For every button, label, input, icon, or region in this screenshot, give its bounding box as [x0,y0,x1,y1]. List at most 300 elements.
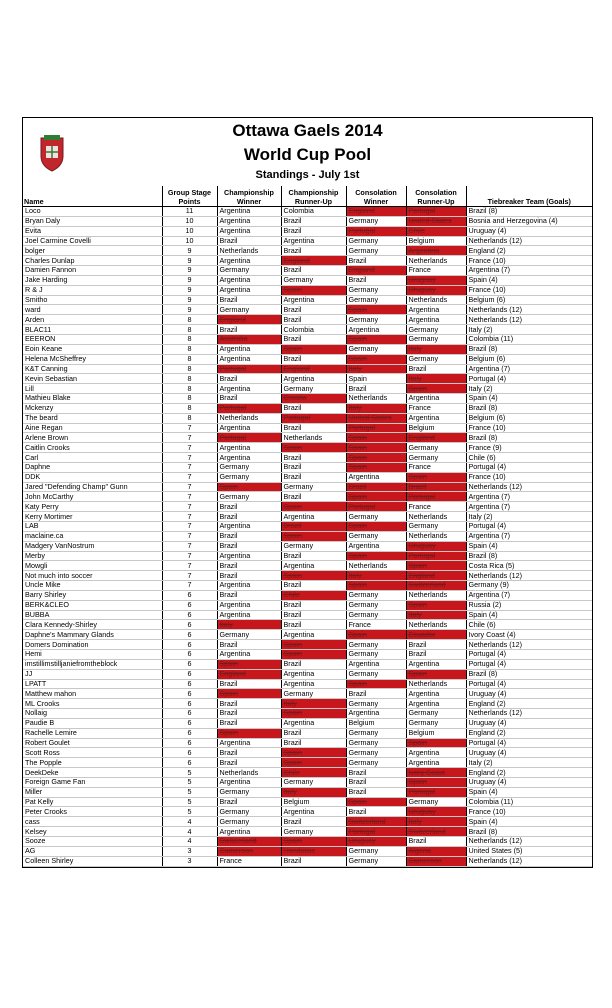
cell-consol-runnerup: Spain [406,777,466,787]
cell-champ-runnerup: Argentina [281,561,346,571]
cell-points: 6 [162,669,217,679]
table-row [23,207,592,217]
cell-points: 6 [162,758,217,768]
cell-consol-winner: Spain [346,797,406,807]
cell-name: Arden [23,315,162,325]
cell-name: DeekDeke [23,768,162,778]
table-row [23,295,592,305]
cell-name: Madgery VanNostrum [23,541,162,551]
cell-tiebreaker: Portugal (4) [466,522,592,532]
cell-name: Evita [23,226,162,236]
cell-points: 5 [162,768,217,778]
cell-consol-winner: Belgium [346,718,406,728]
cell-consol-winner: Brazil [346,384,406,394]
cell-tiebreaker: United States (5) [466,846,592,856]
cell-tiebreaker: Brazil (8) [466,827,592,837]
table-row [23,630,592,640]
cell-champ-winner: Spain [217,482,281,492]
cell-name: LAB [23,522,162,532]
table-row [23,659,592,669]
cell-points: 10 [162,226,217,236]
cell-tiebreaker: Netherlands (12) [466,709,592,719]
table-row [23,453,592,463]
cell-tiebreaker: Chile (6) [466,453,592,463]
cell-champ-runnerup: Brazil [281,610,346,620]
cell-points: 4 [162,827,217,837]
table-row [23,551,592,561]
cell-champ-runnerup: Brazil [281,472,346,482]
cell-champ-runnerup: Brazil [281,315,346,325]
cell-consol-runnerup: Brazil [406,837,466,847]
cell-consol-runnerup: Portugal [406,492,466,502]
cell-consol-runnerup: Spain [406,472,466,482]
cell-points: 10 [162,236,217,246]
cell-consol-winner: Germany [346,728,406,738]
cell-champ-winner: Brazil [217,758,281,768]
cell-champ-winner: Brazil [217,748,281,758]
cell-champ-runnerup: Brazil [281,551,346,561]
cell-tiebreaker: Portugal (4) [466,659,592,669]
cell-points: 6 [162,699,217,709]
cell-points: 6 [162,689,217,699]
cell-consol-winner: Germany [346,649,406,659]
cell-champ-winner: Brazil [217,512,281,522]
cell-points: 8 [162,413,217,423]
cell-champ-runnerup: Chile [281,590,346,600]
cell-consol-winner: England [346,266,406,276]
cell-points: 4 [162,817,217,827]
cell-name: R & J [23,285,162,295]
cell-consol-runnerup: Argentina [406,246,466,256]
cell-champ-runnerup: Belgium [281,797,346,807]
cell-tiebreaker: Portugal (4) [466,679,592,689]
table-row [23,797,592,807]
cell-points: 3 [162,856,217,866]
cell-name: Nollaig [23,709,162,719]
cell-tiebreaker: Netherlands (12) [466,837,592,847]
cell-consol-runnerup: Portugal [406,207,466,217]
col-header-consol-runnerup: Consolation Runner-Up [406,186,466,207]
cell-consol-winner: Germany [346,856,406,866]
cell-points: 9 [162,266,217,276]
cell-consol-runnerup: England [406,571,466,581]
table-row [23,216,592,226]
cell-consol-winner: Spain [346,433,406,443]
cell-champ-winner: Argentina [217,216,281,226]
cell-tiebreaker: Spain (4) [466,817,592,827]
sheet-header [23,118,592,186]
table-row [23,768,592,778]
cell-points: 8 [162,364,217,374]
cell-champ-runnerup: Argentina [281,512,346,522]
cell-points: 7 [162,482,217,492]
cell-name: Kevin Sebastian [23,374,162,384]
cell-tiebreaker: Germany (9) [466,581,592,591]
cell-champ-winner: Brazil [217,571,281,581]
cell-champ-winner: Argentina [217,423,281,433]
cell-tiebreaker: Brazil (8) [466,207,592,217]
cell-name: Eoin Keane [23,344,162,354]
cell-consol-runnerup: Switzerland [406,581,466,591]
cell-tiebreaker: Portugal (4) [466,649,592,659]
cell-consol-winner: Germany [346,748,406,758]
cell-points: 8 [162,354,217,364]
cell-consol-winner: Argentina [346,709,406,719]
cell-consol-runnerup: Spain [406,384,466,394]
cell-champ-winner: Argentina [217,551,281,561]
cell-champ-winner: Brazil [217,502,281,512]
cell-name: bolger [23,246,162,256]
cell-champ-winner: Germany [217,305,281,315]
col-header-points: Group Stage Points [162,186,217,207]
cell-tiebreaker: Argentina (7) [466,266,592,276]
cell-champ-winner: Brazil [217,531,281,541]
cell-tiebreaker: Russia (2) [466,600,592,610]
cell-consol-runnerup: France [406,266,466,276]
cell-consol-winner: Argentina [346,472,406,482]
cell-champ-runnerup: Spain [281,502,346,512]
table-row [23,315,592,325]
table-row [23,374,592,384]
cell-tiebreaker: Belgium (6) [466,295,592,305]
table-row [23,640,592,650]
table-row [23,817,592,827]
cell-champ-winner: Brazil [217,797,281,807]
cell-tiebreaker: France (10) [466,256,592,266]
cell-consol-winner: Portugal [346,827,406,837]
table-row [23,728,592,738]
table-row [23,334,592,344]
cell-champ-winner: Germany [217,462,281,472]
cell-champ-runnerup: Brazil [281,522,346,532]
cell-tiebreaker: Netherlands (12) [466,856,592,866]
cell-name: The Popple [23,758,162,768]
cell-champ-winner: Brazil [217,679,281,689]
cell-name: DDK [23,472,162,482]
cell-champ-winner: Brazil [217,561,281,571]
cell-consol-winner: Brazil [346,777,406,787]
cell-name: Mowgli [23,561,162,571]
cell-champ-runnerup: Chile [281,768,346,778]
cell-consol-winner: Germany [346,610,406,620]
cell-consol-runnerup: Uruguay [406,275,466,285]
cell-tiebreaker: France (10) [466,423,592,433]
cell-points: 6 [162,679,217,689]
table-row [23,600,592,610]
cell-champ-runnerup: Germany [281,777,346,787]
cell-name: imstillimstilljaniefromtheblock [23,659,162,669]
cell-points: 7 [162,453,217,463]
cell-tiebreaker: Italy (2) [466,384,592,394]
table-row [23,443,592,453]
cell-points: 9 [162,295,217,305]
cell-consol-winner: Germany [346,512,406,522]
cell-consol-winner: England [346,207,406,217]
table-row [23,846,592,856]
cell-consol-winner: Brazil [346,787,406,797]
cell-name: Jake Harding [23,275,162,285]
cell-consol-winner: Germany [346,315,406,325]
cell-champ-winner: Brazil [217,295,281,305]
cell-name: Paudie B [23,718,162,728]
cell-champ-winner: Brazil [217,709,281,719]
cell-consol-runnerup: Algeria [406,846,466,856]
cell-champ-winner: Argentina [217,649,281,659]
cell-consol-winner: Italy [346,403,406,413]
cell-name: K&T Canning [23,364,162,374]
standings-sheet [22,117,593,868]
cell-consol-runnerup: France [406,462,466,472]
cell-consol-runnerup: Spain [406,561,466,571]
cell-champ-winner: Argentina [217,827,281,837]
cell-consol-winner: Switzerland [346,817,406,827]
cell-name: Clara Kennedy-Shirley [23,620,162,630]
table-row [23,512,592,522]
cell-tiebreaker: Uruguay (4) [466,226,592,236]
cell-champ-runnerup: Brazil [281,423,346,433]
cell-champ-winner: Brazil [217,699,281,709]
cell-points: 7 [162,561,217,571]
cell-consol-runnerup: Argentina [406,748,466,758]
cell-points: 6 [162,738,217,748]
cell-consol-winner: Spain [346,492,406,502]
cell-consol-runnerup: Germany [406,334,466,344]
cell-points: 7 [162,492,217,502]
cell-consol-runnerup: Argentina [406,315,466,325]
cell-name: Not much into soccer [23,571,162,581]
cell-points: 6 [162,709,217,719]
cell-tiebreaker: Colombia (11) [466,797,592,807]
cell-champ-winner: Netherlands [217,413,281,423]
cell-name: EEERON [23,334,162,344]
cell-consol-runnerup: Germany [406,797,466,807]
cell-points: 6 [162,728,217,738]
cell-tiebreaker: France (9) [466,443,592,453]
cell-consol-runnerup: Ivory Coast [406,768,466,778]
cell-consol-runnerup: Netherlands [406,512,466,522]
cell-name: Loco [23,207,162,217]
cell-name: Uncle Mike [23,581,162,591]
cell-champ-winner: Argentina [217,443,281,453]
table-row [23,472,592,482]
cell-champ-runnerup: Germany [281,689,346,699]
cell-champ-winner: Brazil [217,640,281,650]
cell-consol-winner: Italy [346,571,406,581]
cell-consol-runnerup: Italy [406,817,466,827]
cell-consol-runnerup: Brazil [406,640,466,650]
cell-champ-winner: Brazil [217,590,281,600]
cell-points: 9 [162,256,217,266]
standings-table [23,186,592,867]
cell-champ-runnerup: Germany [281,827,346,837]
table-row [23,620,592,630]
cell-champ-winner: Spain [217,689,281,699]
cell-champ-winner: Portugal [217,364,281,374]
cell-points: 9 [162,275,217,285]
cell-champ-runnerup: Spain [281,837,346,847]
cell-tiebreaker: Netherlands (12) [466,305,592,315]
cell-consol-runnerup: Cameroon [406,856,466,866]
cell-champ-winner: Argentina [217,581,281,591]
cell-name: Joel Carmine Covelli [23,236,162,246]
cell-champ-runnerup: Spain [281,443,346,453]
cell-tiebreaker: Ivory Coast (4) [466,630,592,640]
cell-champ-runnerup: Brazil [281,817,346,827]
cell-tiebreaker: France (10) [466,285,592,295]
cell-consol-runnerup: Switzerland [406,827,466,837]
cell-tiebreaker: Argentina (7) [466,590,592,600]
cell-champ-winner: England [217,669,281,679]
cell-consol-winner: Brazil [346,275,406,285]
cell-consol-winner: Spain [346,334,406,344]
cell-consol-runnerup: Argentina [406,758,466,768]
cell-consol-winner: Spain [346,354,406,364]
table-row [23,246,592,256]
cell-champ-winner: Argentina [217,275,281,285]
col-header-champ-winner: Championship Winner [217,186,281,207]
title-club: Ottawa Gaels 2014 [232,121,383,140]
table-row [23,433,592,443]
cell-champ-runnerup: Brazil [281,462,346,472]
cell-consol-runnerup: Portugal [406,551,466,561]
table-row [23,482,592,492]
cell-name: AG [23,846,162,856]
table-row [23,699,592,709]
cell-points: 6 [162,748,217,758]
cell-champ-winner: Cameroon [217,846,281,856]
cell-name: LPATT [23,679,162,689]
table-row [23,354,592,364]
cell-tiebreaker: Italy (2) [466,512,592,522]
table-row [23,837,592,847]
cell-champ-runnerup: Argentina [281,679,346,689]
cell-champ-runnerup: Argentina [281,630,346,640]
cell-tiebreaker: England (2) [466,246,592,256]
cell-consol-winner: Germany [346,246,406,256]
cell-name: Jared "Defending Champ" Gunn [23,482,162,492]
cell-consol-runnerup: Uruguay [406,807,466,817]
cell-tiebreaker: Brazil (8) [466,551,592,561]
table-row [23,344,592,354]
cell-name: Aine Regan [23,423,162,433]
cell-champ-winner: Argentina [217,522,281,532]
table-row [23,522,592,532]
cell-champ-winner: Germany [217,472,281,482]
cell-consol-runnerup: Chile [406,226,466,236]
cell-consol-winner: Germany [346,669,406,679]
cell-champ-runnerup: Brazil [281,246,346,256]
cell-consol-winner: Germany [346,216,406,226]
cell-champ-winner: Spain [217,728,281,738]
cell-champ-runnerup: Croatia [281,394,346,404]
table-row [23,571,592,581]
table-row [23,561,592,571]
cell-tiebreaker: Brazil (8) [466,669,592,679]
cell-tiebreaker: Bosnia and Herzegovina (4) [466,216,592,226]
cell-champ-winner: Argentina [217,354,281,364]
cell-champ-runnerup: Spain [281,640,346,650]
cell-consol-winner: Portugal [346,502,406,512]
cell-tiebreaker: Spain (4) [466,787,592,797]
cell-consol-runnerup: Ecuador [406,630,466,640]
cell-tiebreaker: France (10) [466,472,592,482]
cell-name: John McCarthy [23,492,162,502]
cell-consol-winner: United States [346,413,406,423]
cell-points: 10 [162,216,217,226]
cell-champ-winner: Argentina [217,600,281,610]
cell-champ-winner: Argentina [217,738,281,748]
cell-name: Matthew mahon [23,689,162,699]
cell-consol-runnerup: Netherlands [406,679,466,689]
cell-consol-winner: Brazil [346,256,406,266]
cell-champ-runnerup: Brazil [281,659,346,669]
cell-consol-runnerup: Netherlands [406,295,466,305]
cell-name: JJ [23,669,162,679]
cell-name: ML Crooks [23,699,162,709]
cell-tiebreaker: Costa Rica (5) [466,561,592,571]
table-row [23,718,592,728]
cell-points: 8 [162,403,217,413]
cell-name: Hemi [23,649,162,659]
cell-points: 7 [162,512,217,522]
cell-name: Mathieu Blake [23,394,162,404]
cell-consol-winner: Brazil [346,768,406,778]
cell-champ-winner: Portugal [217,433,281,443]
table-row [23,787,592,797]
cell-name: Lill [23,384,162,394]
cell-tiebreaker: France (10) [466,807,592,817]
cell-champ-winner: Netherlands [217,768,281,778]
cell-tiebreaker: Colombia (11) [466,334,592,344]
cell-points: 7 [162,531,217,541]
cell-consol-winner: Germany [346,344,406,354]
cell-consol-runnerup: Italy [406,610,466,620]
cell-champ-runnerup: Brazil [281,738,346,748]
cell-tiebreaker: Spain (4) [466,394,592,404]
cell-champ-winner: Argentina [217,256,281,266]
cell-champ-winner: Argentina [217,207,281,217]
cell-tiebreaker: Argentina (7) [466,502,592,512]
cell-name: cass [23,817,162,827]
cell-tiebreaker: Portugal (4) [466,462,592,472]
cell-points: 6 [162,718,217,728]
cell-tiebreaker: Brazil (8) [466,403,592,413]
cell-tiebreaker: Netherlands (12) [466,236,592,246]
cell-points: 6 [162,590,217,600]
table-row [23,807,592,817]
col-header-consol-winner: Consolation Winner [346,186,406,207]
cell-points: 3 [162,846,217,856]
cell-champ-winner: Germany [217,492,281,502]
cell-consol-winner: Germany [346,846,406,856]
cell-consol-winner: Spain [346,522,406,532]
cell-consol-runnerup: Brazil [406,482,466,492]
cell-name: Robert Goulet [23,738,162,748]
cell-consol-runnerup: Argentina [406,305,466,315]
col-header-champ-runnerup: Championship Runner-Up [281,186,346,207]
cell-consol-runnerup: Brazil [406,364,466,374]
cell-consol-runnerup: Germany [406,354,466,364]
cell-consol-runnerup: Netherlands [406,590,466,600]
cell-champ-runnerup: Brazil [281,453,346,463]
col-header-tiebreaker: Tiebreaker Team (Goals) [466,186,592,207]
cell-points: 8 [162,344,217,354]
cell-consol-runnerup: Italy [406,344,466,354]
cell-champ-winner: Argentina [217,453,281,463]
cell-tiebreaker: England (2) [466,699,592,709]
cell-tiebreaker: Argentina (7) [466,531,592,541]
table-row [23,413,592,423]
